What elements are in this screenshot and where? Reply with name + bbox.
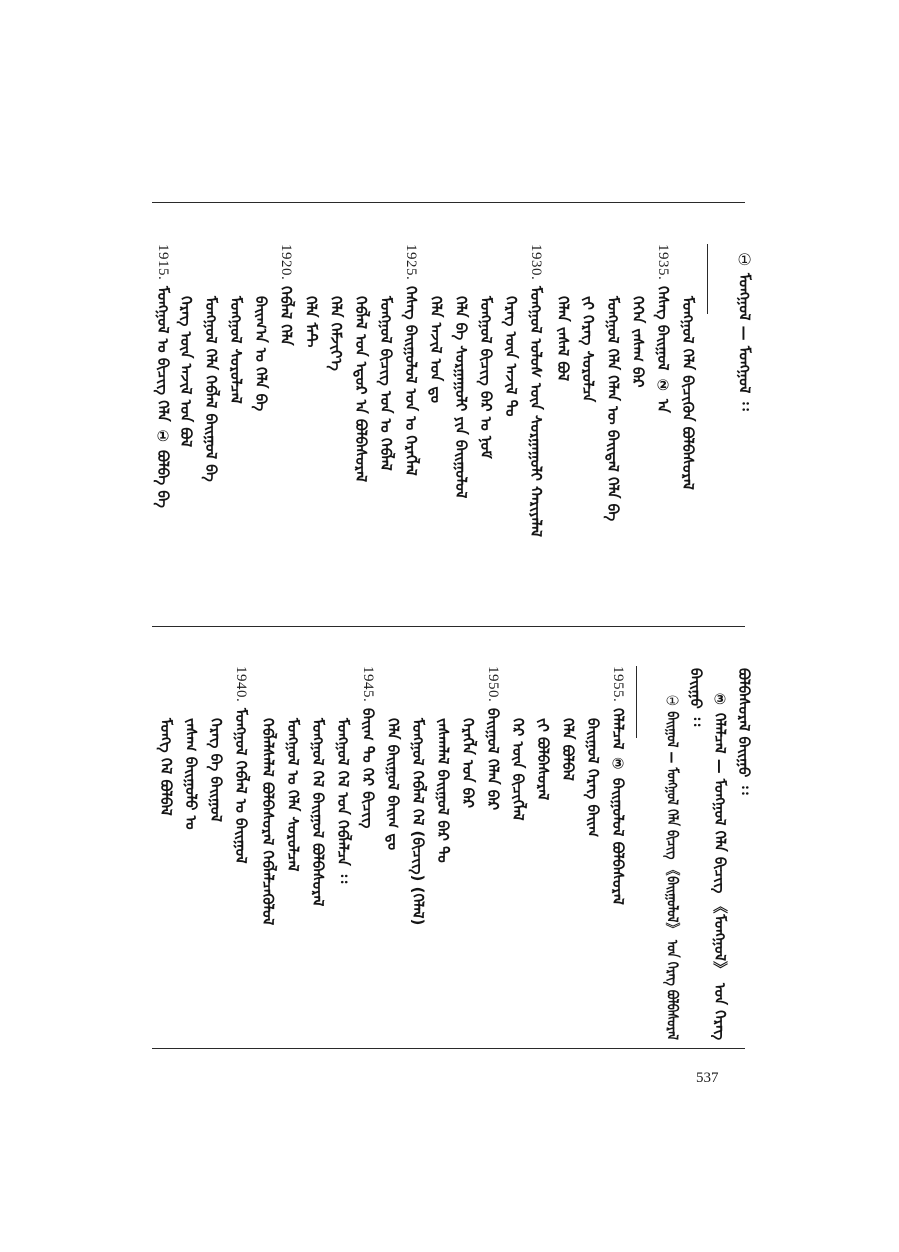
- mongolian-text-line: ᠬᠡᠷᠡᠭᠯᠡ ᠤᠨ ᠪᠠᠷ: [459, 718, 477, 809]
- top-column: [453, 296, 468, 498]
- mongolian-text-line: ᠬᠡᠷᠡᠭ ᠪᠡ ᠪᠠᠢᠭᠤᠯ: [207, 718, 225, 823]
- year-label: 1930.: [528, 244, 544, 281]
- mongolian-text-line: ᠬᠡᠰᠡᠭ ᠪᠠᠢᠭᠤᠯᠤᠯ ᠤᠨ ᠤ ᠬᠡᠷᠡᠭᠯᠡᠯ: [402, 286, 420, 477]
- mongolian-text-line: ᠬᠡᠯᠡ ᠬᠡᠮᠵᠢᠶ᠎ᠡ: [327, 296, 345, 371]
- mongolian-text-line: ᠬᠡᠯᠡᠯᠴᠡᠯ ③ ᠪᠠᠢᠭᠤᠯᠤᠯ ᠪᠣᠯᠪᠠᠰᠤᠷᠠᠯ: [609, 708, 627, 906]
- header-line: [688, 668, 703, 726]
- mongolian-text-line: ᠮᠣᠩᠭᠣᠯ ᠪᠢᠴᠢᠭ ᠪᠠᠷ ᠤ ᠨᠣᠮ: [477, 296, 495, 459]
- top-column: [178, 296, 193, 447]
- mongolian-text-line: ᠵᠠᠰᠠᠭᠯᠠᠯ ᠪᠠᠢᠭᠤᠯ ᠪᠠᠷ ᠲᠤ: [434, 718, 452, 863]
- mongolian-text-line: ᠪᠠᠢᠭ᠎ᠠ ᠤ ᠬᠡᠯᠡ ᠪᠡ: [252, 296, 270, 412]
- top-column: [580, 296, 595, 402]
- mongolian-text-line: ᠮᠣᠩᠭ ᠬᠡᠯ ᠪᠣᠯᠪᠠᠯ: [157, 718, 175, 816]
- mongolian-text-line: ᠬᠡᠷᠡᠭ ᠦᠨ ᠠᠵᠢᠯ ᠤᠨ ᠪᠣᠯ: [177, 296, 195, 448]
- mongolian-text-line: ᠬᠡᠯᠡ ᠪᠡ ᠰᠤᠷᠭᠠᠭᠤᠯᠢ ᠶᠢᠨ ᠪᠠᠢᠭᠤᠯᠤᠯ: [452, 296, 470, 499]
- mongolian-text-line: ᠮᠣᠩᠭᠣᠯ ᠬᠡᠯ ᠤᠨ ᠬᠡᠪᠯᠡᠯᠴᠡ ᠄᠄: [334, 718, 352, 884]
- top-column: [378, 296, 393, 471]
- mongolian-text-line: ᠬᠡᠰᠡᠭ ᠪᠠᠢᠭᠤᠯ ② ᠠ: [654, 286, 672, 414]
- bottom-column: [285, 718, 300, 872]
- top-column: [278, 244, 293, 346]
- top-column: [630, 296, 645, 388]
- mongolian-text-line: ᠮᠣᠩᠭᠣᠯ ᠤ ᠪᠢᠴᠢᠭ ᠬᠡᠯᠡ ① ᠪᠣᠯᠪᠠ ᠪᠡ: [154, 286, 172, 509]
- mongolian-text-line: ᠬᠡᠭᠡᠨ ᠵᠠᠰᠠᠭ ᠪᠠᠷ: [629, 296, 647, 388]
- mongolian-text-line: ᠮᠣᠩᠭᠣᠯ ᠬᠡᠯ ᠪᠠᠢᠭᠤᠯ ᠪᠣᠯᠪᠠᠰᠤᠷᠠᠯ: [309, 718, 327, 907]
- mongolian-text-line: ᠬᠡᠪᠯᠡᠯᠰᠡᠯᠡᠯ ᠪᠣᠯᠪᠠᠰᠤᠷᠠᠯ ᠬᠡᠪᠯᠡᠯᠴᠡᠭᠦᠯᠦᠯ: [259, 718, 277, 926]
- bottom-column: [460, 718, 475, 808]
- page-number: 537: [696, 1070, 719, 1086]
- top-column: [228, 296, 243, 404]
- mongolian-text-line: ᠮᠣᠩᠭᠣᠯ ᠤᠯᠤᠰ ᠦᠨ ᠰᠤᠷᠭᠠᠭᠤᠯᠢ ᠬᠠᠷᠢᠶᠠᠯᠠᠯ: [527, 286, 545, 538]
- year-label: 1940.: [233, 666, 249, 703]
- footnote-separator: [707, 244, 708, 314]
- top-footnote: [736, 246, 752, 411]
- mongolian-text-line: ᠬᠡᠯᠡ ᠪᠣᠯᠪᠠᠯ: [559, 718, 577, 781]
- bottom-column: [260, 718, 275, 925]
- year-label: 1915.: [155, 244, 171, 281]
- top-column: [203, 296, 218, 482]
- mongolian-text-line: ᠮᠣᠩᠭᠣᠯ ᠬᠡᠯᠡ ᠪᠢᠴᠢᠭ᠌ᠦᠨ ᠪᠣᠯᠪᠠᠰᠤᠷᠠᠯ: [679, 296, 697, 490]
- year-label: 1925.: [403, 244, 419, 281]
- mongolian-text-line: ᠬᠡᠯᠡ ᠪᠠᠢᠭᠤᠯ ᠪᠠᠢᠭ ᠳᠤ: [384, 718, 402, 851]
- header-line-text: ᠪᠠᠢᠭᠤ ᠄᠄: [687, 668, 705, 727]
- mongolian-text-line: ᠬᠡᠷᠡᠭ ᠦᠨ ᠠᠵᠢᠯ ᠲᠤ: [502, 296, 520, 417]
- year-label: 1935.: [655, 244, 671, 281]
- bottom-column: [410, 718, 425, 925]
- middle-rule: [152, 626, 745, 627]
- bottom-column: [233, 666, 248, 864]
- top-column: [403, 244, 418, 476]
- mongolian-text-line: ᠵᠠᠰᠠᠭ ᠪᠠᠢᠭᠤᠯᠤ ᠤ: [182, 718, 200, 830]
- footnote-text: ᠪᠠᠢᠭᠤᠯ — ᠮᠣᠩᠭᠣᠯ ᠬᠡᠯᠡ ᠪᠢᠴᠢᠭ 《ᠪᠠᠢᠭᠤᠯᠤᠯ》 ᠤᠨ ᠬᠡᠷᠡᠭ ᠪᠣᠯᠪᠠᠰᠤᠷᠠᠯ: [663, 711, 682, 1040]
- mongolian-text-line: ᠮᠣᠩᠭᠣᠯ ᠬᠡᠪᠯᠡᠯ ᠬᠡᠯ (ᠪᠢᠴᠢᠭ) (ᠬᠡᠯᠡᠯ): [409, 718, 427, 926]
- footnote-marker: ①: [663, 693, 682, 709]
- header-line: [736, 668, 751, 795]
- top-column: [680, 296, 695, 490]
- header-line-text: ᠪᠣᠯᠪᠠᠰᠤᠷᠠᠯ ᠪᠠᠢᠭᠤ ᠄᠄: [735, 668, 753, 795]
- mongolian-text-line: ᠮᠣᠩᠭᠣᠯ ᠬᠡᠯᠡ ᠬᠡᠯᠡᠨ ᠦ ᠪᠠᠢᠳᠠᠯ ᠬᠡᠯᠡ ᠪᠡ: [604, 296, 622, 522]
- bottom-column: [158, 718, 173, 816]
- mongolian-text-line: ᠬᠡᠪᠯᠡᠯ ᠤᠨ ᠡᠳᠦᠷ ᠠ ᠪᠣᠯᠪᠠᠰᠤᠷᠠᠯ: [352, 296, 370, 483]
- top-rule: [152, 202, 745, 203]
- mongolian-text-line: ᠮᠣᠩᠭᠣᠯ ᠤ ᠬᠡᠯᠡ ᠰᠤᠷᠤᠯᠴᠠᠯ: [284, 718, 302, 872]
- mongolian-text-line: ᠬᠡᠯᠡ ᠠᠵᠢᠯ ᠤᠨ ᠳᠤ: [427, 296, 445, 404]
- mongolian-text-line: ᠬᠡᠯᠡᠨ ᠵᠠᠰᠠᠯ ᠪᠣᠯ: [554, 296, 572, 382]
- top-column: [353, 296, 368, 482]
- top-column: [478, 296, 493, 459]
- bottom-column: [560, 718, 575, 781]
- mongolian-text-line: ᠬᠡᠷ ᠦᠨ ᠪᠢᠴᠢᠭᠯᠡᠯ: [509, 718, 527, 821]
- footnote-separator: [636, 666, 637, 738]
- top-column: [555, 296, 570, 381]
- bottom-column: [485, 666, 500, 810]
- year-label: 1920.: [278, 244, 294, 281]
- mongolian-text-line: ᠵᠢ ᠪᠣᠯᠪᠠᠰᠤᠷᠠᠯ: [534, 718, 552, 801]
- mongolian-text-line: ᠬᠡᠪᠯᠡᠯ ᠬᠡᠯᠡ: [277, 286, 295, 346]
- top-column: [655, 244, 670, 413]
- top-column: [605, 296, 620, 521]
- top-column: [428, 296, 443, 403]
- mongolian-text-line: ᠮᠣᠩᠭᠣᠯ ᠬᠡᠪᠯᠡᠯ ᠤ ᠪᠠᠢᠭᠤᠯ: [232, 708, 250, 864]
- mongolian-text-line: ᠮᠣᠩᠭᠣᠯ ᠰᠤᠷᠤᠯᠴᠠᠯ: [227, 296, 245, 404]
- bottom-column: [535, 718, 550, 800]
- bottom-column: [510, 718, 525, 821]
- bottom-column: [335, 718, 350, 883]
- bottom-column: [360, 666, 375, 829]
- footnote-marker: ①: [735, 250, 754, 269]
- bottom-column: [610, 666, 625, 905]
- top-column: [328, 296, 343, 371]
- mongolian-text-line: ᠪᠠᠢᠭᠤᠯ ᠬᠡᠷᠡᠭ ᠪᠠᠢᠭ: [584, 718, 602, 838]
- year-label: 1945.: [360, 666, 376, 703]
- top-column: [253, 296, 268, 411]
- bottom-rule: [152, 1048, 745, 1049]
- top-column: [303, 296, 318, 347]
- bottom-column: [183, 718, 198, 830]
- mongolian-text-line: ᠪᠠᠢᠭᠤᠯ ᠬᠡᠯᠡᠨ ᠪᠠᠷ: [484, 708, 502, 811]
- mongolian-text-line: ᠬᠡᠯᠡ ᠮᠠᠲ: [302, 296, 320, 348]
- bottom-column: [310, 718, 325, 906]
- top-column: [528, 244, 543, 537]
- header-line: [712, 690, 727, 1040]
- mongolian-text-line: ᠮᠣᠩᠭᠣᠯ ᠬᠡᠯᠡ ᠬᠡᠪᠯᠡᠯ ᠪᠠᠢᠭᠤᠯ ᠪᠡ: [202, 296, 220, 482]
- top-column: [155, 244, 170, 508]
- mongolian-text-line: ᠪᠠᠢᠭ ᠲᠤ ᠬᠡᠷ ᠪᠢᠴᠢᠭ: [359, 708, 377, 829]
- mongolian-text-line: ᠮᠣᠩᠭᠣᠯ ᠪᠢᠴᠢᠭ ᠤᠨ ᠤ ᠬᠡᠪᠯᠡᠯ: [377, 296, 395, 471]
- bottom-footnote: [664, 690, 680, 1040]
- bottom-column: [208, 718, 223, 822]
- year-label: 1955.: [610, 666, 626, 703]
- bottom-column: [435, 718, 450, 863]
- bottom-column: [585, 718, 600, 837]
- year-label: 1950.: [485, 666, 501, 703]
- top-column: [503, 296, 518, 416]
- mongolian-text-line: ᠵᠢ ᠬᠡᠷᠡᠭ ᠰᠤᠷᠤᠯᠴᠠ: [579, 296, 597, 403]
- footnote-text: ᠮᠣᠩᠭᠣᠯ — ᠮᠣᠩᠭᠣᠯ ᠄᠄: [735, 273, 754, 411]
- bottom-column: [385, 718, 400, 850]
- header-line-text: ③ ᠬᠡᠯᠡᠯᠴᠡᠯ — ᠮᠣᠩᠭᠣᠯ ᠬᠡᠯᠡ ᠪᠢᠴᠢᠭ 《ᠮᠣᠩᠭᠣᠯ》 ᠤᠨ ᠬᠡᠷᠡᠭ: [711, 690, 729, 1041]
